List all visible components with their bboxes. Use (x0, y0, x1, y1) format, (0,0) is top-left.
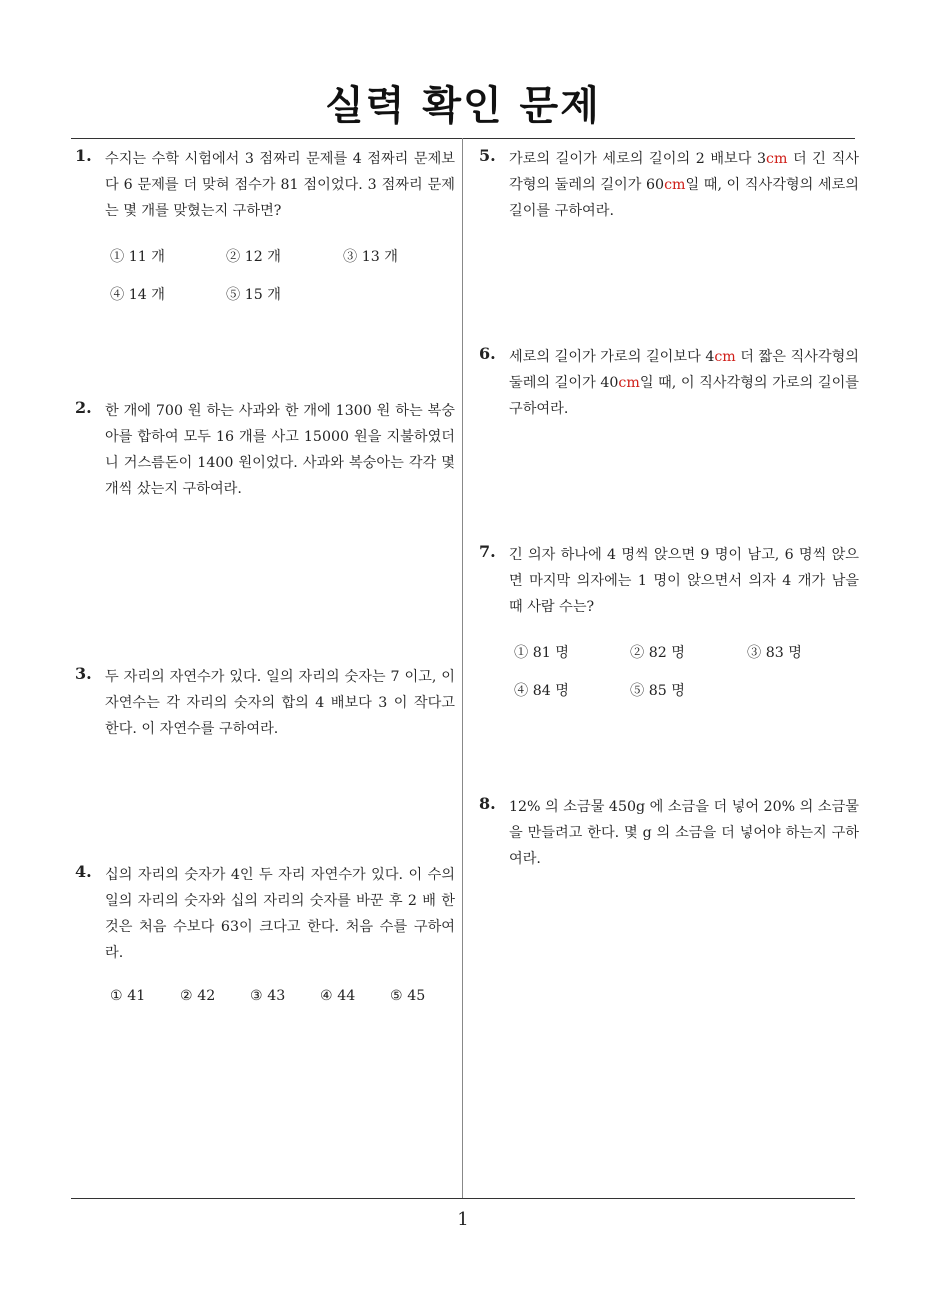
problem-text: 두 자리의 자연수가 있다. 일의 자리의 숫자는 7 이고, 이 자연수는 각 자리의 숫자의 합의 4 배보다 3 이 작다고 한다. 이 자연수를 구하여라. (105, 669, 455, 737)
bottom-rule (71, 1198, 855, 1199)
choice-3[interactable]: ③ 13 개 (343, 249, 398, 265)
choice-5[interactable]: ⑤ 45 (390, 988, 426, 1004)
choice-3[interactable]: ③ 43 (250, 988, 286, 1004)
problem-number: 3. (75, 664, 92, 683)
choice-3[interactable]: ③ 83 명 (747, 645, 802, 661)
choice-4[interactable]: ④ 84 명 (514, 683, 569, 699)
problem-number: 8. (479, 794, 496, 813)
problem-number: 1. (75, 146, 92, 165)
choice-1[interactable]: ① 11 개 (110, 249, 165, 265)
text-part: 일 때, 이 직사각형의 세로의 길이를 구하여라. (509, 177, 859, 219)
choice-5[interactable]: ⑤ 85 명 (630, 683, 685, 699)
text-part: 일 때, 이 직사각형의 가로의 길이를 구하여라. (509, 375, 859, 417)
problem-text: 십의 자리의 숫자가 4인 두 자리 자연수가 있다. 이 수의 일의 자리의 숫자와 십의 자리의 숫자를 바꾼 후 2 배 한 것은 처음 수보다 63이 크다고 한다. 처음 수를 구하여라. (105, 867, 455, 961)
page-number: 1 (457, 1209, 469, 1230)
top-rule (71, 138, 855, 139)
choice-2[interactable]: ② 42 (180, 988, 216, 1004)
problem-number: 5. (479, 146, 496, 165)
problem-3 (75, 664, 455, 742)
choice-4[interactable]: ④ 44 (320, 988, 356, 1004)
problem-4 (75, 862, 455, 1018)
column-divider (462, 138, 463, 1199)
page-title: 실력 확인 문제 (325, 83, 601, 129)
choice-2[interactable]: ② 82 명 (630, 645, 685, 661)
problem-2 (75, 398, 455, 502)
text-part: 가로의 길이가 세로의 길이의 2 배보다 3 (509, 151, 767, 167)
problem-text (509, 146, 859, 224)
problem-text: 긴 의자 하나에 4 명씩 앉으면 9 명이 남고, 6 명씩 앉으면 마지막 의자에는 1 명이 앉으면서 의자 4 개가 남을 때 사람 수는? (509, 547, 859, 615)
problem-number: 6. (479, 344, 496, 363)
problem-text: 한 개에 700 원 하는 사과와 한 개에 1300 원 하는 복숭아를 합하여 모두 16 개를 사고 15000 원을 지불하였더니 거스름돈이 1400 원이었다. 사과와 복숭아는 각각 몇 개씩 샀는지 구하여라. (105, 403, 455, 497)
choice-list (105, 988, 455, 1018)
text-part: 세로의 길이가 가로의 길이보다 4 (509, 349, 715, 365)
choice-list (105, 246, 455, 326)
choice-4[interactable]: ④ 14 개 (110, 287, 165, 303)
problem-1 (75, 146, 455, 326)
text-part: 더 짧은 직사각형의 둘레의 길이가 40 (509, 349, 860, 391)
problem-5 (479, 146, 859, 224)
unit-cm: cm (714, 349, 736, 365)
problem-text: 12% 의 소금물 450g 에 소금을 더 넣어 20% 의 소금물을 만들려고 한다. 몇 g 의 소금을 더 넣어야 하는지 구하여라. (509, 799, 859, 867)
problem-8 (479, 794, 859, 872)
problem-number: 7. (479, 542, 496, 561)
problem-text (509, 344, 859, 422)
problem-7 (479, 542, 859, 722)
problem-text: 수지는 수학 시험에서 3 점짜리 문제를 4 점짜리 문제보다 6 문제를 더 맞혀 점수가 81 점이었다. 3 점짜리 문제는 몇 개를 맞혔는지 구하면? (105, 151, 455, 219)
choice-list (509, 642, 859, 722)
unit-cm: cm (618, 375, 640, 391)
problem-number: 2. (75, 398, 92, 417)
unit-cm: cm (664, 177, 686, 193)
text-part: 더 긴 직사각형의 둘레의 길이가 60 (509, 151, 859, 193)
unit-cm: cm (766, 151, 788, 167)
choice-1[interactable]: ① 41 (110, 988, 146, 1004)
choice-5[interactable]: ⑤ 15 개 (226, 287, 281, 303)
problem-number: 4. (75, 862, 92, 881)
problem-6 (479, 344, 860, 422)
choice-2[interactable]: ② 12 개 (226, 249, 281, 265)
choice-1[interactable]: ① 81 명 (514, 645, 569, 661)
